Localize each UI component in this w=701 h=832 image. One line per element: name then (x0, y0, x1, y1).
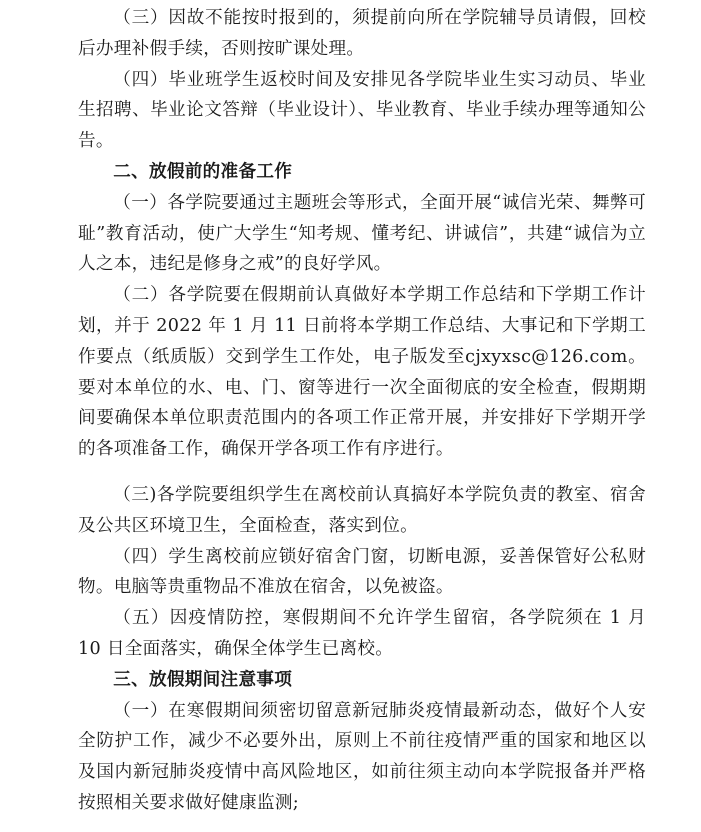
section-2-item-5: （五）因疫情防控，寒假期间不允许学生留宿，各学院须在 1 月 10 日全面落实，确保全体学生已离校。 (78, 608, 646, 659)
paragraph-leave-request: （三）因故不能按时报到的，须提前向所在学院辅导员请假，回校后办理补假手续，否则按旷课处理。 (78, 8, 646, 59)
paragraph-graduates: （四）毕业班学生返校时间及安排见各学院毕业生实习动员、毕业生招聘、毕业论文答辩（毕业设计）、毕业教育、毕业手续办理等通知公告。 (78, 69, 646, 152)
section-2-item-1: （一）各学院要通过主题班会等形式，全面开展“诚信光荣、舞弊可耻”教育活动，使广大学生“知考规、懂考纪、讲诚信”，共建“诚信为立人之本，违纪是修身之戒”的良好学风。 (78, 192, 646, 275)
section-2-item-3: （三)各学院要组织学生在离校前认真搞好本学院负责的教室、宿舍及公共区环境卫生，全面检查，落实到位。 (78, 484, 646, 536)
section-3-item-1: （一）在寒假期间须密切留意新冠肺炎疫情最新动态，做好个人安全防护工作，减少不必要外出，原则上不前往疫情严重的国家和地区以及国内新冠肺炎疫情中高风险地区，如前往须主动向本学院报备并严格按照相关要求做好健康监测; (78, 700, 646, 813)
section-2-heading: 二、放假前的准备工作 (113, 161, 293, 182)
section-3-heading: 三、放假期间注意事项 (113, 669, 293, 690)
section-2-item-4: （四）学生离校前应锁好宿舍门窗，切断电源，妥善保管好公私财物。电脑等贵重物品不准放在宿舍，以免被盗。 (78, 546, 646, 598)
document-body (78, 3, 646, 819)
section-2-item-2: （二）各学院要在假期前认真做好本学期工作总结和下学期工作计划，并于 2022 年 1 月 11 日前将本学期工作总结、大事记和下学期工作要点（纸质版）交到学生工作处，电子版发至cjxyxsc@126.com。要对本单位的水、电、门、窗等进行一次全面彻底的安全检查，假期期间要确保本单位职责范围内的各项工作正常开展，并安排好下学期开学的各项准备工作，确保开学各项工作有序进行。 (78, 285, 646, 460)
